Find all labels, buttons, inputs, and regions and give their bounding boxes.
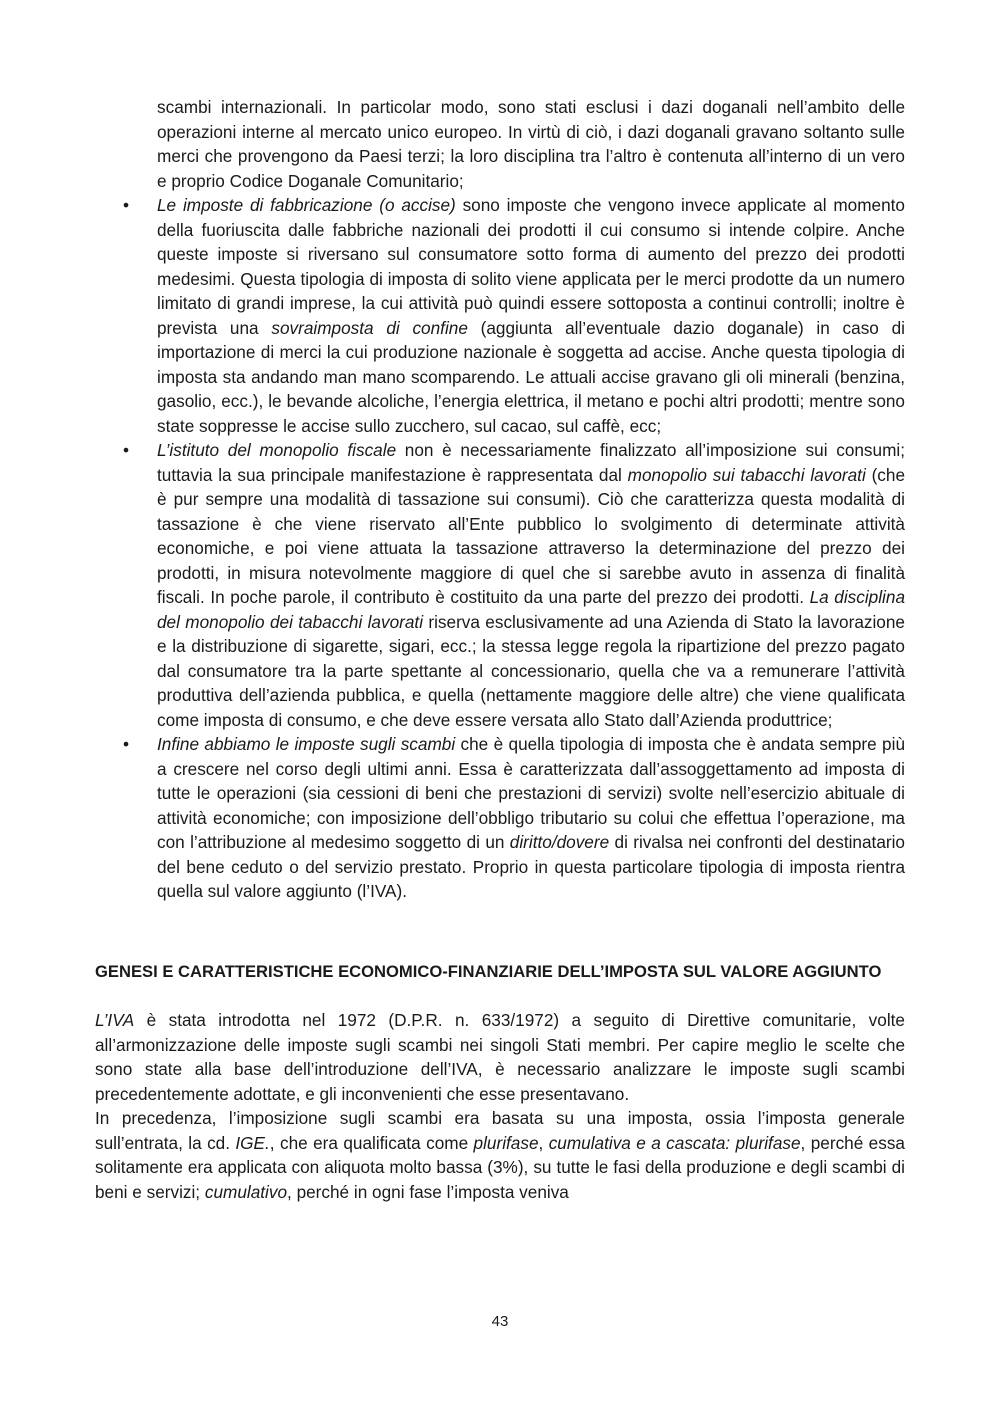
continuation-paragraph: scambi internazionali. In particolar modo, sono stati esclusi i dazi doganali nell’ambito delle operazioni interne al mercato unico europeo. In virtù di ciò, i dazi doganali gravano soltanto sulle merci che provengono da Paesi terzi; la loro disciplina tra l’altro è contenuta all’interno di un vero e proprio Codice Doganale Comunitario; <box>157 97 905 191</box>
text: (che è pur sempre una modalità di tassazione sui consumi). Ciò che caratterizza questa modalità di tassazione è che viene riservato all’Ente pubblico lo svolgimento di determinate attività economiche, e poi viene attuata la tassazione attraverso la determinazione del prezzo dei prodotti, in misura notevolmente maggiore di quel che si sarebbe avuto in assenza di finalità fiscali. In poche parole, il contributo è costituito da una parte del prezzo dei prodotti. <box>157 464 906 607</box>
text: di rivalsa nei confronti del destinatario del bene ceduto o del servizio prestato. Proprio in questa particolare tipologia di imposta rientra quella sul valore aggiunto (l’IVA). <box>157 832 905 901</box>
emphasis: Infine abbiamo le imposte sugli scambi <box>157 734 456 754</box>
page-body <box>95 95 905 1204</box>
list-item <box>95 193 905 438</box>
text: è stata introdotta nel 1972 (D.P.R. n. 633/1972) a seguito di Direttive comunitarie, volte all’armonizzazione delle imposte sugli scambi nei singoli Stati membri. Per capire meglio le scelte che sono state alla base dell’introduzione dell’IVA, è necessario analizzare le imposte sugli scambi precedentemente adottate, e gli inconvenienti che esse presentavano. <box>95 1010 905 1104</box>
text: In precedenza, l’imposizione sugli scambi era basata su una imposta, ossia l’imposta generale sull’entrata, la cd. <box>95 1108 905 1153</box>
text: , che era qualificata come <box>269 1132 474 1153</box>
text: che è quella tipologia di imposta che è andata sempre più a crescere nel corso degli ultimi anni. Essa è caratterizzata dall’assoggettamento ad imposta di tutte le operazioni (sia cessioni di beni che prestazioni di servizi) svolte nell’esercizio abituale di attività economiche; con imposizione dell’obbligo tributario su colui che effettua l’operazione, ma con l’attribuzione al medesimo soggetto di un <box>157 734 905 852</box>
section-heading: GENESI E CARATTERISTICHE ECONOMICO-FINANZIARIE DELL’IMPOSTA SUL VALORE AGGIUNTO <box>95 961 882 981</box>
page-number: 43 <box>491 1313 509 1330</box>
text: , perché in ogni fase l’imposta veniva <box>287 1181 569 1202</box>
emphasis: diritto/dovere <box>509 832 610 852</box>
text: sono imposte che vengono invece applicate al momento della fuoriuscita dalle fabbriche nazionali dei prodotti il cui consumo si intende colpire. Anche queste imposte si riversano sul consumatore sotto forma di aumento del prezzo dei prodotti medesimi. Questa tipologia di imposta di solito viene applicata per le merci prodotte da un numero limitato di grandi imprese, la cui attività può quindi essere sottoposta a continui controlli; inoltre è prevista una <box>157 195 905 338</box>
emphasis: La disciplina del monopolio dei tabacchi lavorati <box>157 587 905 632</box>
paragraph-iva-intro <box>95 1008 905 1106</box>
emphasis: sovraimposta di confine <box>271 317 468 338</box>
text: non è necessariamente finalizzato all’imposizione sui consumi; tuttavia la sua principale manifestazione è rappresentata dal <box>157 440 905 485</box>
text: (aggiunta all’eventuale dazio doganale) in caso di importazione di merci la cui produzione nazionale è soggetta ad accise. Anche questa tipologia di imposta sta andando man mano scomparendo. Le attuali accise gravano gli oli minerali (benzina, gasolio, ecc.), le bevande alcoliche, l’energia elettrica, il metano e pochi altri prodotti; mentre sono state soppresse le accise sullo zucchero, sul cacao, sul caffè, ecc; <box>157 317 905 436</box>
list-item <box>95 438 905 732</box>
list-item <box>95 732 905 904</box>
emphasis: monopolio sui tabacchi lavorati <box>627 464 866 485</box>
emphasis: L’IVA <box>95 1010 135 1030</box>
emphasis: cumulativa e a cascata: plurifase <box>548 1132 801 1153</box>
emphasis: plurifase <box>473 1132 539 1153</box>
emphasis: L’istituto del monopolio fiscale <box>157 440 397 460</box>
bullet-list <box>95 193 905 904</box>
emphasis: Le imposte di fabbricazione (o accise) <box>157 195 456 215</box>
text: , <box>538 1132 549 1153</box>
emphasis: cumulativo <box>204 1181 288 1202</box>
text: riserva esclusivamente ad una Azienda di Stato la lavorazione e la distribuzione di sigarette, sigari, ecc.; la stessa legge regola la ripartizione del prezzo pagato dal consumatore tra la parte spettante al concessionario, quella che va a remunerare l’attività produttiva dell’azienda pubblica, e quella (nettamente maggiore delle altre) che viene qualificata come imposta di consumo, e che deve essere versata allo Stato dall’Azienda produttrice; <box>157 611 905 730</box>
paragraph-ige <box>95 1106 905 1204</box>
text: , perché essa solitamente era applicata con aliquota molto bassa (3%), su tutte le fasi della produzione e degli scambi di beni e servizi; <box>95 1132 905 1202</box>
emphasis: IGE. <box>235 1132 270 1153</box>
